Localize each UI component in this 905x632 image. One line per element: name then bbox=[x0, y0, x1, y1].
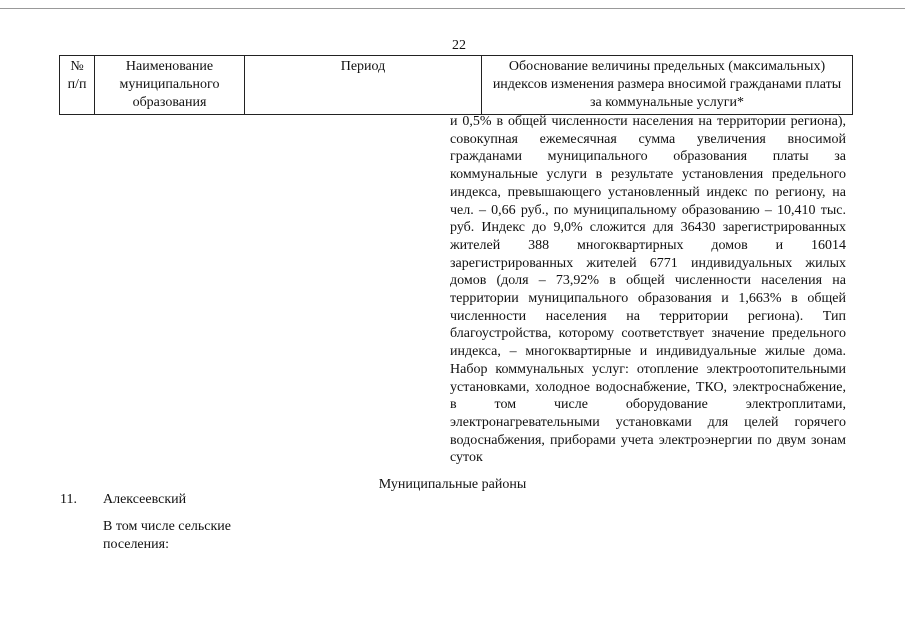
top-edge-line bbox=[0, 8, 905, 9]
row-number: 11. bbox=[60, 492, 77, 507]
municipality-subtitle: В том числе сельские поселения: bbox=[103, 519, 232, 552]
header-cell-justification: Обоснование величины предельных (максимальных) индексов изменения размера вносимой гражданами платы за коммунальные услуги* bbox=[482, 56, 853, 115]
municipality-name: Алексеевский bbox=[103, 492, 187, 507]
header-row bbox=[60, 56, 853, 115]
page-number: 22 bbox=[452, 38, 466, 53]
header-cell-number: № п/п bbox=[60, 56, 95, 115]
justification-text: и 0,5% в общей численности населения на территории региона), совокупная ежемесячная сумма увеличения вносимой гражданами муниципального образования платы за коммунальные услуги в результате установления предельного индекса, превышающего установленный индекс по региону, на чел. – 0,66 руб., по муниципальному образованию – 10,410 тыс. руб. Индекс до 9,0% сложится для 36430 зарегистрированных жителей 388 многоквартирных домов и 16014 зарегистрированных жителей 6771 индивидуальных жилых домов (доля – 73,92% в общей численности населения на территории муниципального образования и 1,663% в общей численности населения на территории региона). Тип благоустройства, которому соответствует значение предельного индекса, – многоквартирные и индивидуальные жилые дома. Набор коммунальных услуг: отопление электроотопительными установками, холодное водоснабжение, ТКО, электроснабжение, в том числе оборудование электроплитами, электронагревательными установками для целей горячего водоснабжения, приборами учета электроэнергии по двум зонам суток bbox=[450, 114, 846, 466]
header-cell-name: Наименование муниципального образования bbox=[95, 56, 245, 115]
header-cell-period: Период bbox=[245, 56, 482, 115]
header-table bbox=[59, 55, 853, 115]
section-heading: Муниципальные районы bbox=[378, 477, 527, 492]
